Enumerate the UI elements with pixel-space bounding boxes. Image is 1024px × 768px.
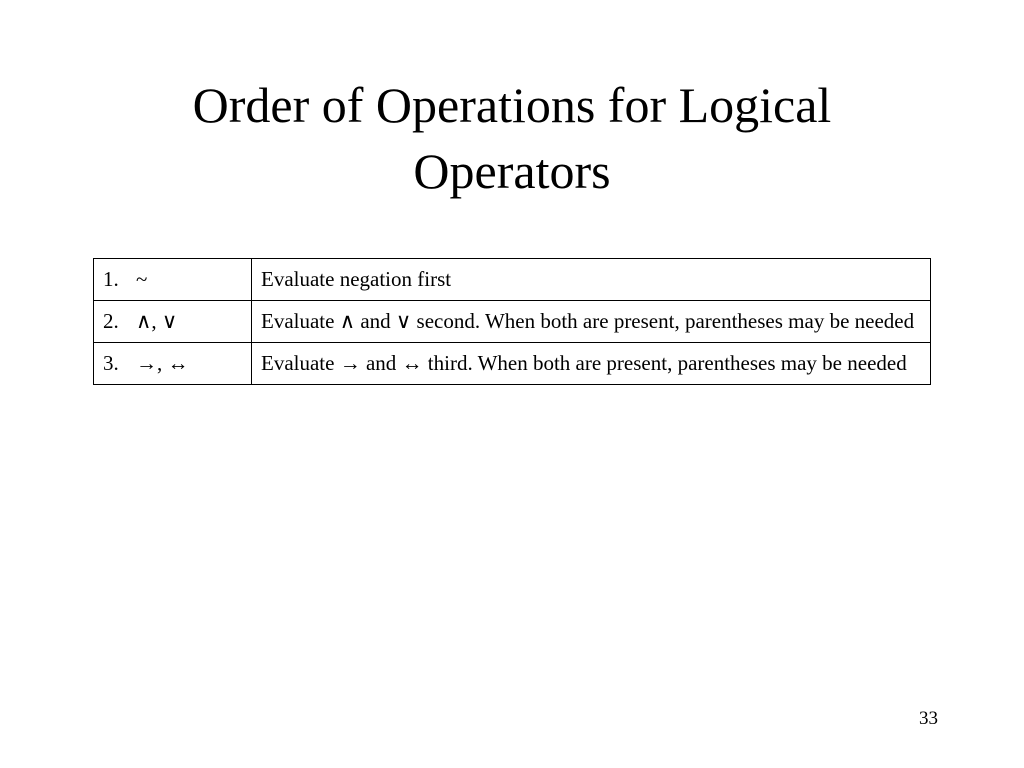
page-number: 33 [919, 708, 938, 729]
table-row [94, 343, 931, 385]
rule-number: 1. [103, 267, 119, 291]
operator-cell [94, 301, 252, 343]
slide-title-line-1: Order of Operations for Logical [192, 77, 832, 133]
operator-cell [94, 343, 252, 385]
rule-number: 3. [103, 351, 119, 375]
description-cell: Evaluate → and ↔ third. When both are present, parentheses may be needed [252, 343, 931, 385]
rule-number: 2. [103, 309, 119, 333]
slide-title-line-2: Operators [413, 143, 611, 199]
description-cell: Evaluate negation first [252, 259, 931, 301]
operator-symbols: ∧, ∨ [136, 309, 178, 333]
table-row [94, 301, 931, 343]
operator-cell [94, 259, 252, 301]
operator-symbols: →, ↔ [136, 351, 189, 375]
operator-symbols: ~ [136, 267, 148, 291]
table-row [94, 259, 931, 301]
operator-precedence-table [93, 258, 931, 385]
slide-title [60, 72, 964, 204]
description-cell: Evaluate ∧ and ∨ second. When both are present, parentheses may be needed [252, 301, 931, 343]
